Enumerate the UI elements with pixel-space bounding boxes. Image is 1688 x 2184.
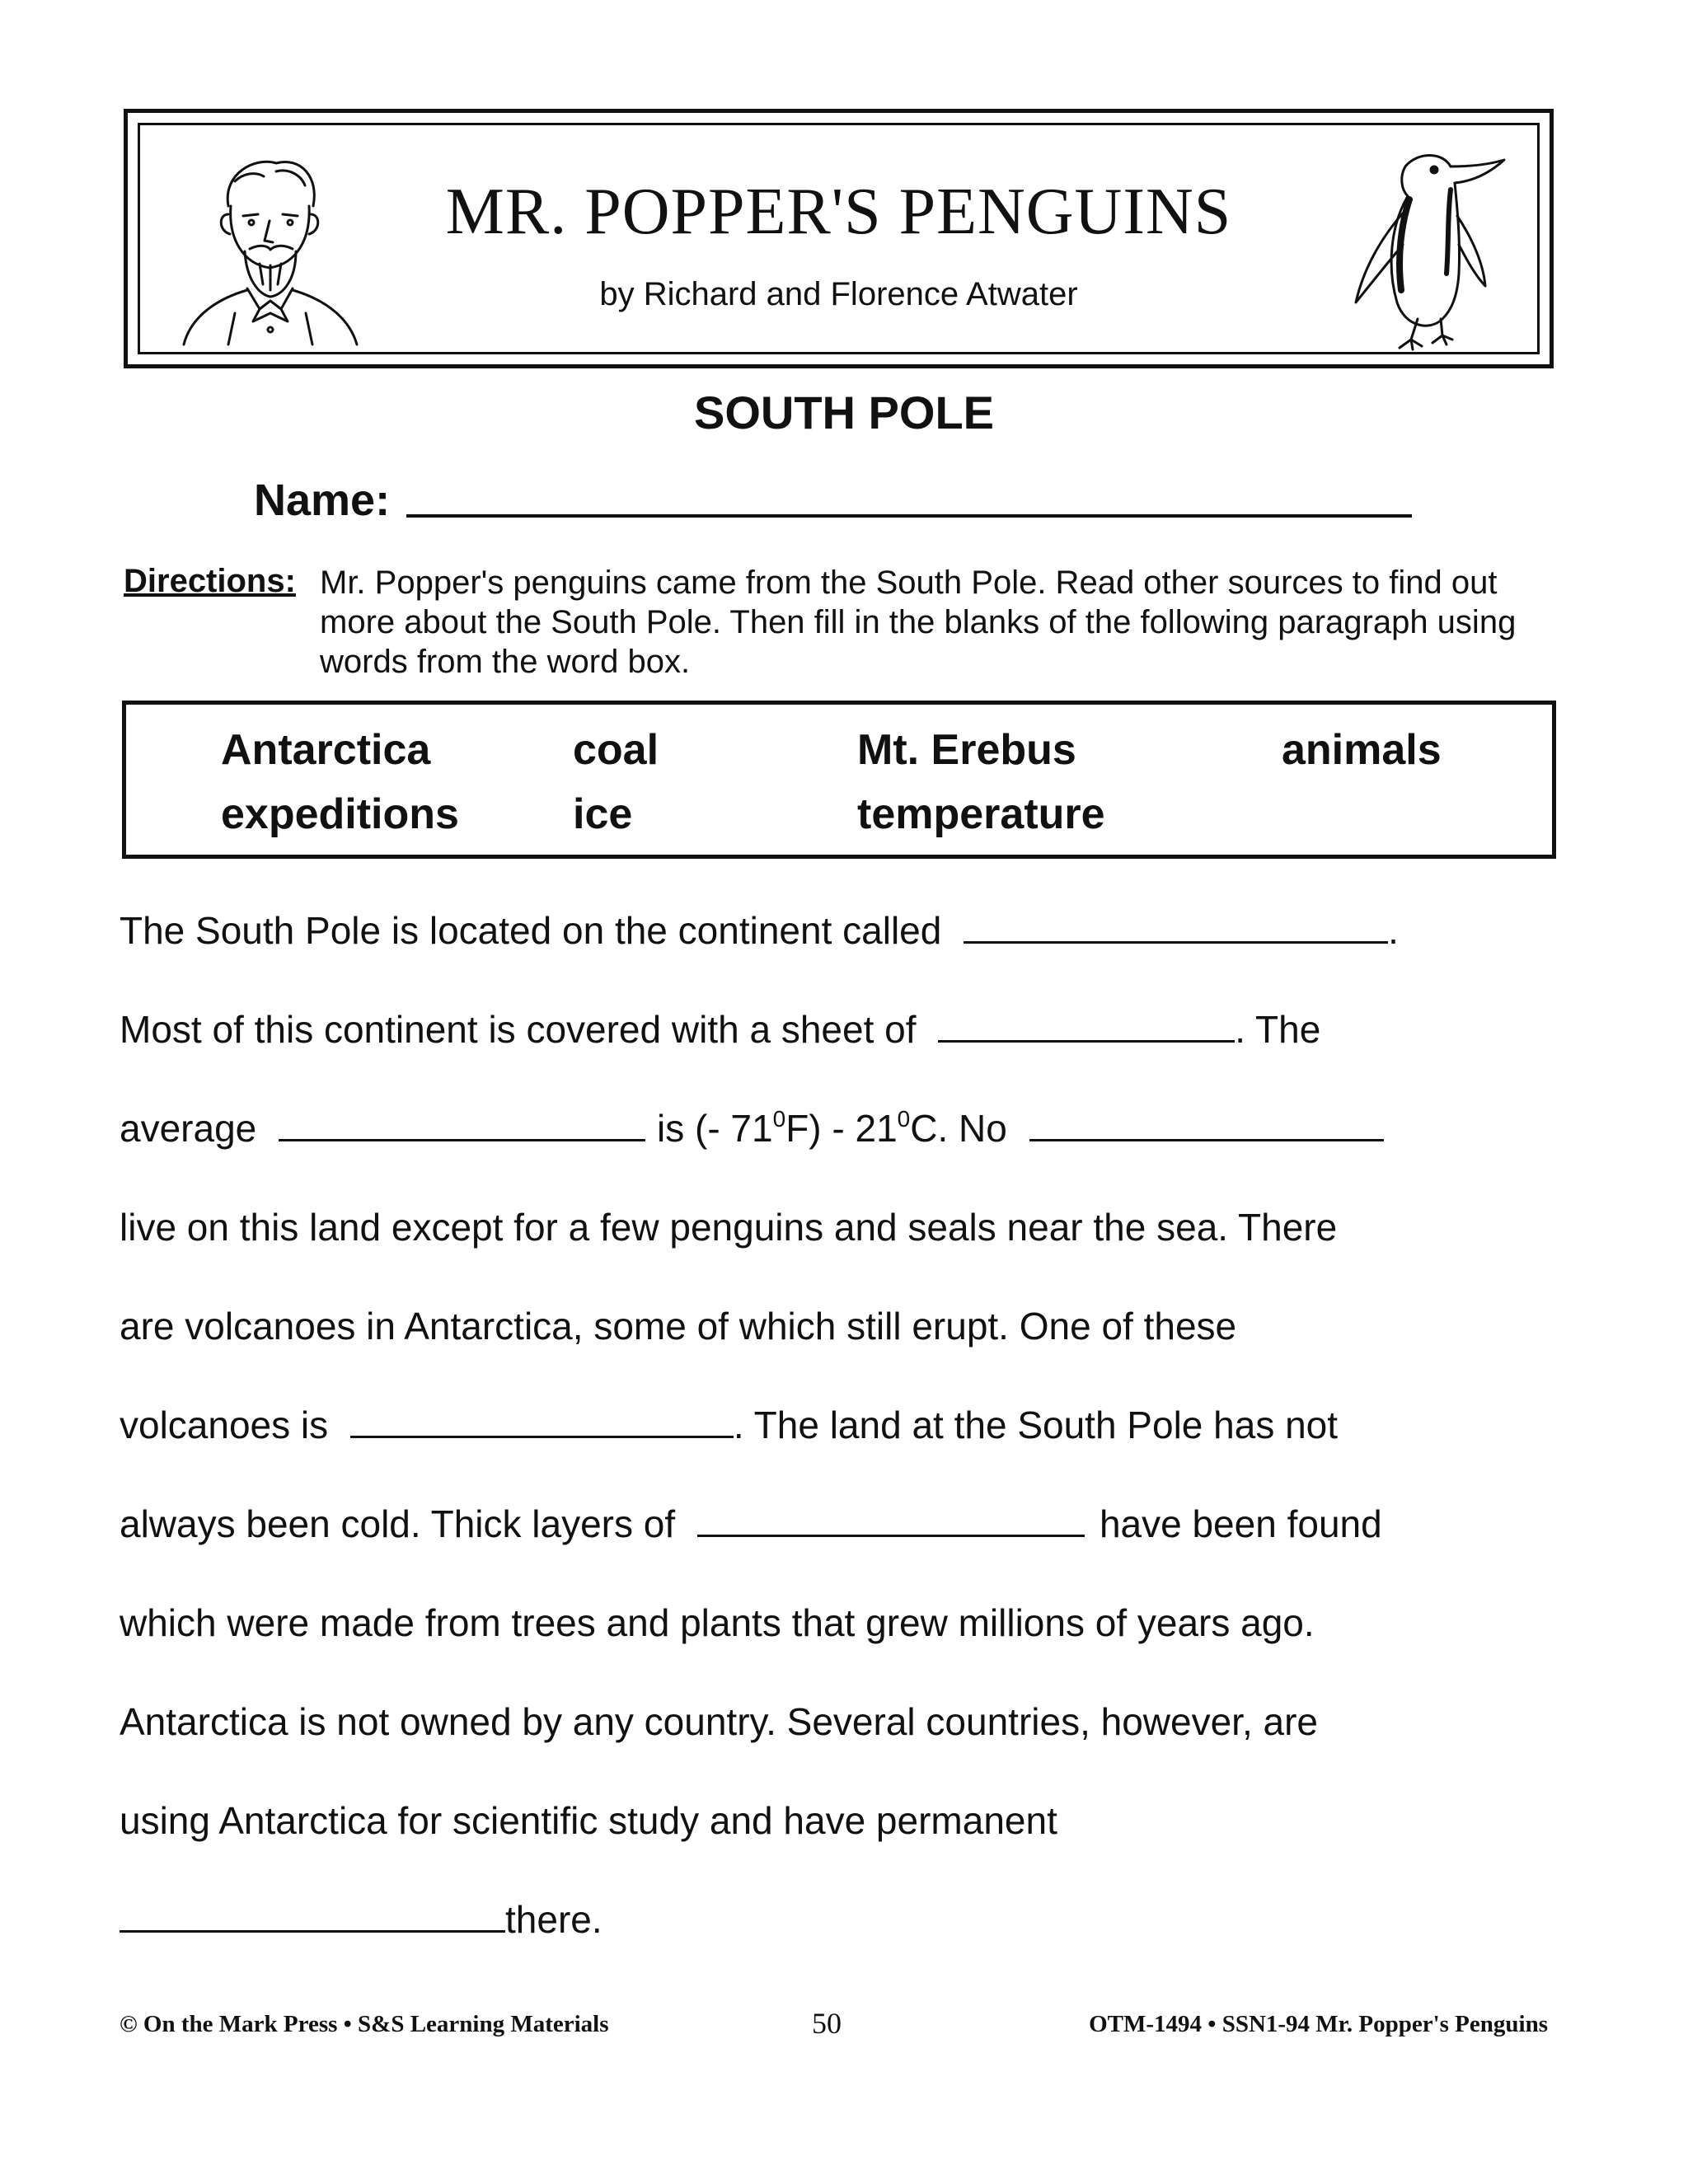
paragraph-text: C. No — [910, 1107, 1007, 1150]
degree-symbol: 0 — [897, 1106, 911, 1132]
paragraph-line — [120, 1897, 603, 1942]
paragraph-line — [120, 1007, 1320, 1052]
paragraph-line — [120, 1403, 1338, 1447]
paragraph-text: have been found — [1099, 1502, 1382, 1545]
paragraph-text: there. — [505, 1898, 603, 1941]
answer-blank[interactable] — [1029, 1139, 1384, 1141]
paragraph-line — [120, 908, 1399, 953]
word-box-word: ice — [573, 790, 633, 838]
word-box — [122, 701, 1556, 859]
name-row — [254, 468, 1412, 526]
paragraph-text: . — [1388, 909, 1399, 952]
paragraph-text: always been cold. Thick layers of — [120, 1502, 676, 1545]
answer-blank[interactable] — [964, 941, 1388, 944]
paragraph-line — [120, 1106, 1384, 1151]
paragraph-text: F) - 21 — [785, 1107, 898, 1150]
directions-label: Directions: — [124, 563, 296, 599]
paragraph-line: live on this land except for a few penguins and seals near the sea. There — [120, 1206, 1338, 1249]
footer-copyright: © On the Mark Press • S&S Learning Materials — [120, 2011, 609, 2037]
paragraph-text: . The land at the South Pole has not — [733, 1404, 1339, 1446]
paragraph-line: using Antarctica for scientific study and have permanent — [120, 1799, 1057, 1842]
name-label: Name: — [254, 476, 391, 525]
paragraph-line: are volcanoes in Antarctica, some of which still erupt. One of these — [120, 1305, 1237, 1347]
paragraph-text: . The — [1235, 1008, 1321, 1051]
penguin-illustration — [1327, 142, 1512, 356]
word-box-word: animals — [1282, 726, 1442, 774]
paragraph-text: average — [120, 1107, 257, 1150]
paragraph-text: The South Pole is located on the continent called — [120, 909, 942, 952]
page-number: 50 — [812, 2007, 842, 2040]
paragraph-line: which were made from trees and plants that grew millions of years ago. — [120, 1601, 1315, 1644]
footer-product-code: OTM-1494 • SSN1-94 Mr. Popper's Penguins — [1089, 2011, 1548, 2037]
paragraph-line — [120, 1502, 1382, 1546]
book-title: MR. POPPER'S PENGUINS — [445, 176, 1232, 248]
answer-blank[interactable] — [350, 1436, 734, 1438]
word-box-word: expeditions — [221, 790, 459, 838]
degree-symbol: 0 — [772, 1106, 786, 1132]
book-author: by Richard and Florence Atwater — [599, 276, 1078, 312]
word-box-word: temperature — [857, 790, 1105, 838]
name-blank[interactable] — [406, 514, 1412, 518]
header-frame — [124, 109, 1554, 368]
answer-blank[interactable] — [938, 1040, 1235, 1043]
paragraph-line: Antarctica is not owned by any country. Several countries, however, are — [120, 1700, 1319, 1743]
paragraph-text: Most of this continent is covered with a sheet of — [120, 1008, 917, 1051]
worksheet-title: SOUTH POLE — [693, 387, 995, 438]
word-box-word: Antarctica — [221, 726, 431, 774]
header-inner-frame — [138, 123, 1540, 354]
paragraph-text: is (- 71 — [657, 1107, 773, 1150]
answer-blank[interactable] — [279, 1139, 645, 1141]
paragraph-text: volcanoes is — [120, 1404, 329, 1446]
answer-blank[interactable] — [697, 1535, 1085, 1537]
answer-blank[interactable] — [120, 1930, 505, 1933]
directions-text: Mr. Popper's penguins came from the South Pole. Read other sources to find out more about the South Pole. Then fill in the blanks of the following paragraph using words from the word box. — [320, 565, 1517, 680]
word-box-word: coal — [573, 726, 659, 774]
word-box-word: Mt. Erebus — [857, 726, 1076, 774]
